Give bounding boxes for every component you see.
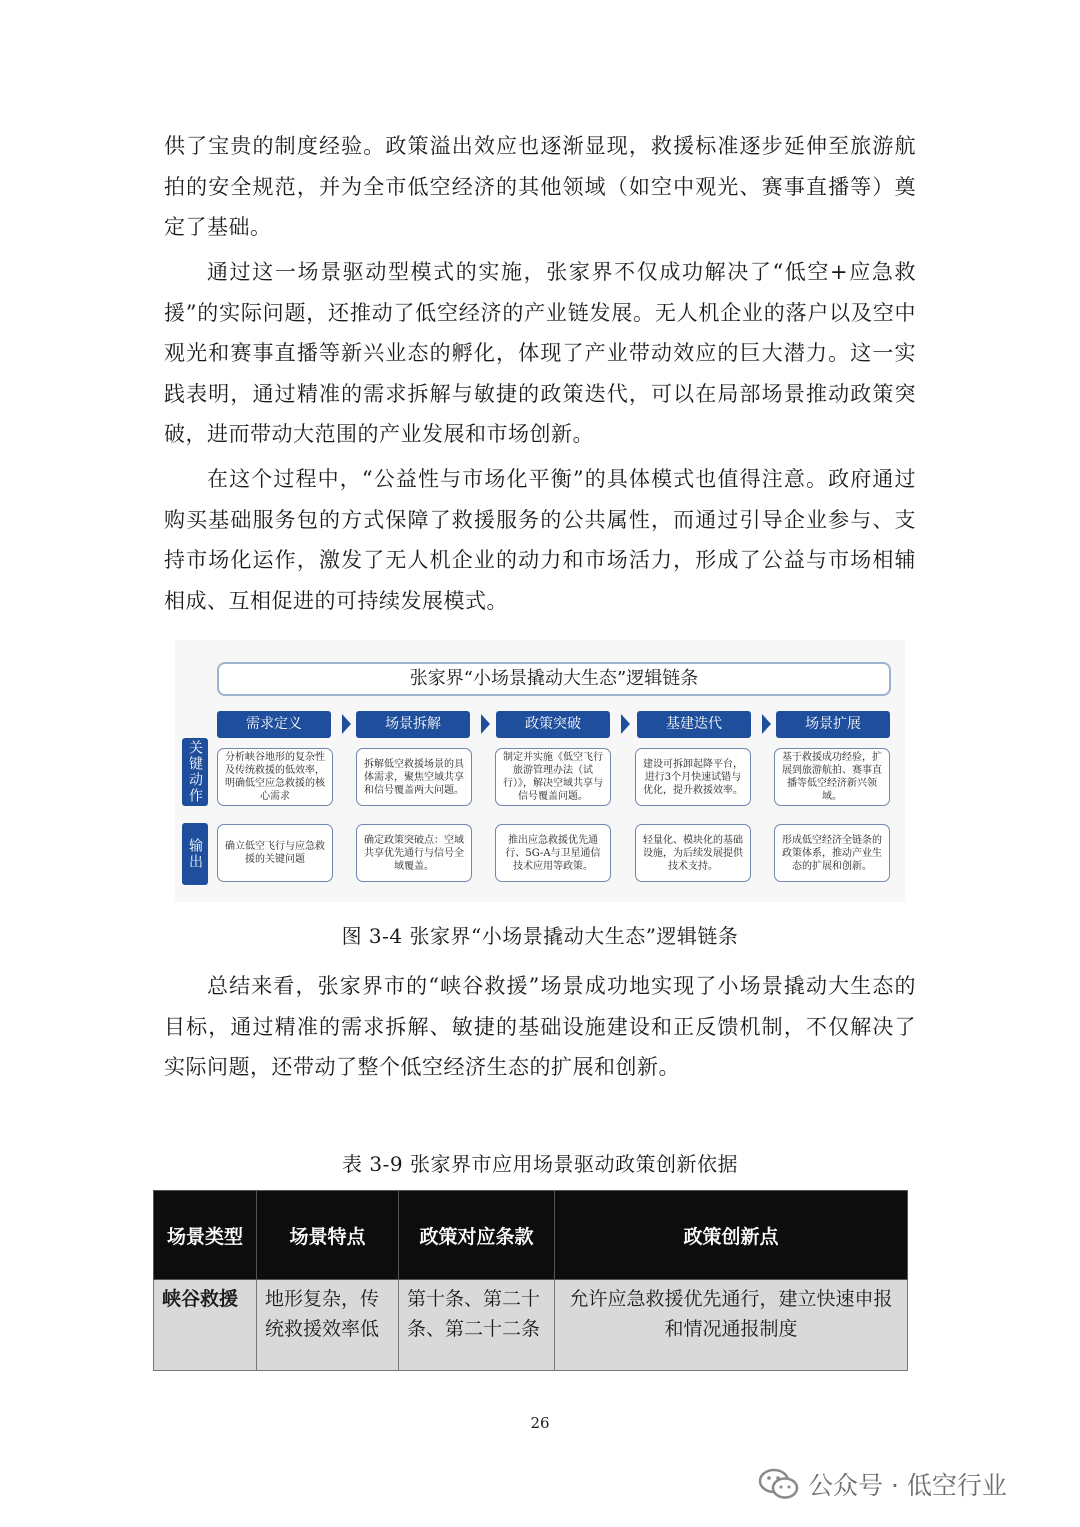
table-header: 场景特点	[257, 1191, 399, 1280]
output-card: 推出应急救援优先通行、5G-A与卫星通信技术应用等政策。	[495, 824, 611, 882]
output-label: 输出	[182, 823, 208, 885]
table-cell: 第十条、第二十条、第二十二条	[399, 1280, 555, 1371]
paragraph-4: 总结来看，张家界市的“峡谷救援”场景成功地实现了小场景撬动大生态的目标，通过精准的需求拆解、敏捷的基础设施建设和正反馈机制，不仅解决了实际问题，还带动了整个低空经济生态的扩展和创新。	[164, 974, 916, 1079]
policy-table	[153, 1190, 908, 1371]
action-card: 分析峡谷地形的复杂性及传统救援的低效率，明确低空应急救援的核心需求	[217, 748, 333, 806]
table-header-row	[154, 1191, 908, 1280]
paragraph-2: 通过这一场景驱动型模式的实施，张家界不仅成功解决了“低空+应急救援”的实际问题，还推动了低空经济的产业链发展。无人机企业的落户以及空中观光和赛事直播等新兴业态的孵化，体现了产业带动效应的巨大潜力。这一实践表明，通过精准的需求拆解与敏捷的政策迭代，可以在局部场景推动政策突破，进而带动大范围的产业发展和市场创新。	[164, 260, 916, 446]
step-policy-breakthrough: 政策突破	[496, 711, 610, 738]
step-scene-breakdown: 场景拆解	[356, 711, 470, 738]
table-row	[154, 1280, 908, 1371]
action-card: 拆解低空救援场景的具体需求，聚焦空域共享和信号覆盖两大问题。	[356, 748, 472, 806]
chevron-right-icon	[481, 714, 490, 734]
table-cell: 允许应急救援优先通行，建立快速申报和情况通报制度	[555, 1280, 908, 1371]
paragraph-3: 在这个过程中，“公益性与市场化平衡”的具体模式也值得注意。政府通过购买基础服务包的方式保障了救援服务的公共属性，而通过引导企业参与、支持市场化运作，激发了无人机企业的动力和市场活力，形成了公益与市场相辅相成、互相促进的可持续发展模式。	[164, 467, 916, 613]
output-card: 确立低空飞行与应急救援的关键问题	[217, 824, 333, 882]
table-title: 表 3-9 张家界市应用场景驱动政策创新依据	[342, 1152, 738, 1176]
step-scene-expansion: 场景扩展	[776, 711, 890, 738]
action-card: 制定并实施《低空飞行旅游管理办法（试行）》，解决空域共享与信号覆盖问题。	[495, 748, 611, 806]
figure-caption: 图 3-4 张家界“小场景撬动大生态”逻辑链条	[341, 924, 739, 948]
output-card: 轻量化、模块化的基础设施，为后续发展提供技术支持。	[635, 824, 751, 882]
table-header: 政策对应条款	[399, 1191, 555, 1280]
output-card: 确定政策突破点：空域共享优先通行与信号全域覆盖。	[356, 824, 472, 882]
watermark-text: 公众号 · 低空行业	[808, 1471, 1007, 1500]
watermark	[758, 1464, 1007, 1504]
action-card: 建设可拆卸起降平台，进行3个月快速试错与优化，提升救援效率。	[635, 748, 751, 806]
paragraph-1: 供了宝贵的制度经验。政策溢出效应也逐渐显现，救援标准逐步延伸至旅游航拍的安全规范，并为全市低空经济的其他领域（如空中观光、赛事直播等）奠定了基础。	[164, 134, 916, 239]
output-card: 形成低空经济全链条的政策体系，推动产业生态的扩展和创新。	[774, 824, 890, 882]
wechat-icon	[758, 1467, 800, 1501]
chevron-right-icon	[762, 714, 771, 734]
action-card: 基于救援成功经验，扩展到旅游航拍、赛事直播等低空经济新兴领域。	[774, 748, 890, 806]
table-header: 政策创新点	[555, 1191, 908, 1280]
step-infrastructure-iteration: 基建迭代	[637, 711, 751, 738]
key-actions-label: 关键动作	[182, 738, 208, 806]
table-cell: 地形复杂，传统救援效率低	[257, 1280, 399, 1371]
table-cell: 峡谷救援	[154, 1280, 257, 1371]
chevron-right-icon	[621, 714, 630, 734]
step-demand-definition: 需求定义	[217, 711, 331, 738]
logic-chain-diagram	[175, 640, 905, 902]
table-header: 场景类型	[154, 1191, 257, 1280]
diagram-title: 张家界“小场景撬动大生态”逻辑链条	[217, 662, 891, 696]
chevron-right-icon	[342, 714, 351, 734]
page-number: 26	[530, 1414, 550, 1432]
